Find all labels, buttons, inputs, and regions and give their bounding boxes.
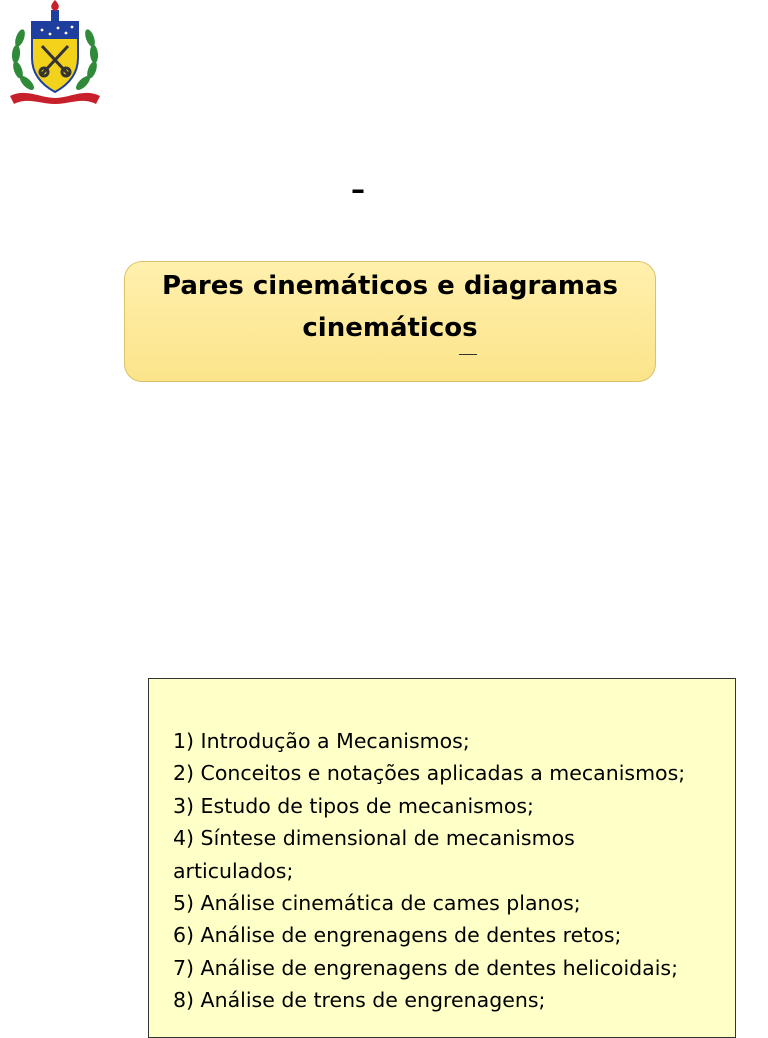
topic-item: 4) Síntese dimensional de mecanismos bbox=[173, 826, 575, 851]
topics-box bbox=[148, 678, 736, 1038]
topic-item: 6) Análise de engrenagens de dentes retos; bbox=[173, 923, 622, 948]
header-dash: – bbox=[351, 173, 365, 206]
topic-item: 5) Análise cinemática de cames planos; bbox=[173, 891, 581, 916]
slide-title-line-1: Pares cinemáticos e diagramas bbox=[162, 271, 618, 301]
topic-item: 3) Estudo de tipos de mecanismos; bbox=[173, 793, 534, 818]
university-crest-icon bbox=[6, 0, 104, 108]
slide-title bbox=[125, 265, 655, 349]
title-box bbox=[124, 261, 656, 382]
topic-item: articulados; bbox=[173, 858, 294, 883]
slide-title-line-2: cinemáticos bbox=[302, 313, 478, 343]
topic-item: 7) Análise de engrenagens de dentes helicoidais; bbox=[173, 955, 679, 980]
topic-item: 1) Introdução a Mecanismos; bbox=[173, 729, 470, 753]
topics-list bbox=[173, 725, 728, 1017]
topic-item: 2) Conceitos e notações aplicadas a mecanismos; bbox=[173, 761, 686, 786]
title-underline-dash bbox=[459, 354, 477, 355]
topic-item: 8) Análise de trens de engrenagens; bbox=[173, 988, 546, 1013]
